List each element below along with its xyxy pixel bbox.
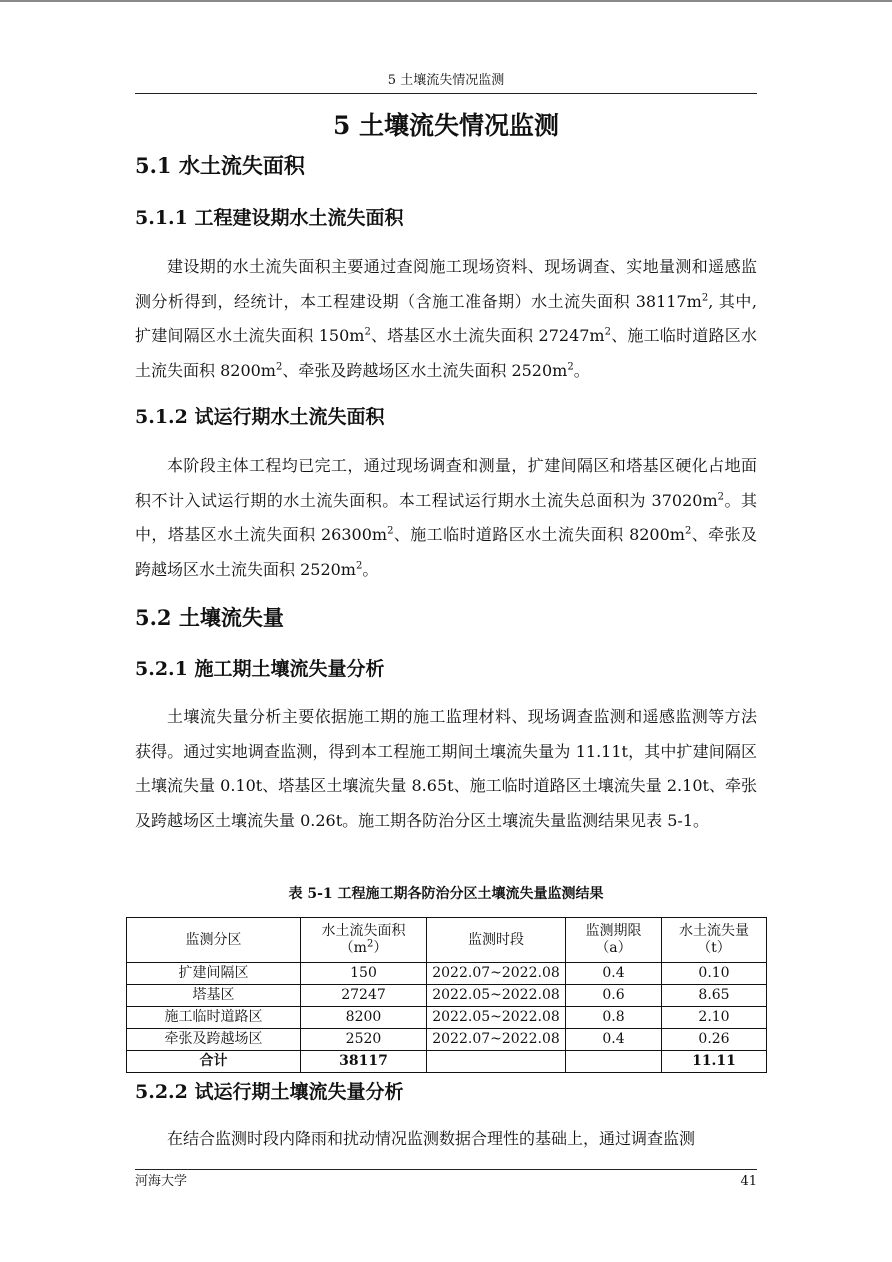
cell-period: 2022.05~2022.08	[427, 985, 566, 1007]
cell-years: 0.6	[566, 985, 662, 1007]
header-rule	[135, 93, 757, 94]
cell-area: 150	[301, 963, 427, 985]
top-border-line	[0, 0, 892, 2]
header-zone: 监测分区	[127, 918, 301, 963]
table-total-row	[127, 1051, 767, 1073]
cell-area: 38117	[301, 1051, 427, 1073]
table-row	[127, 985, 767, 1007]
cell-loss: 2.10	[662, 1007, 767, 1029]
header-area: 水土流失面积 $(m^2)$	[301, 918, 427, 963]
cell-loss: 11.11	[662, 1051, 767, 1073]
cell-zone: 扩建间隔区	[127, 963, 301, 985]
header-period: 监测时段	[427, 918, 566, 963]
section-heading-5-2-2: 5.2.2 试运行期土壤流失量分析	[135, 1081, 404, 1103]
section-heading-5-2-1: 5.2.1 施工期土壤流失量分析	[135, 658, 385, 680]
cell-loss: 8.65	[662, 985, 767, 1007]
section-heading-5-1-2: 5.1.2 试运行期水土流失面积	[135, 406, 385, 428]
running-header: 5 土壤流失情况监测	[387, 73, 505, 88]
chapter-title: 5 土壤流失情况监测	[332, 111, 560, 140]
cell-years	[566, 1051, 662, 1073]
footer-institution: 河海大学	[135, 1174, 188, 1189]
cell-years: 0.4	[566, 963, 662, 985]
cell-period: 2022.07~2022.08	[427, 1029, 566, 1051]
section-heading-5-1-1: 5.1.1 工程建设期水土流失面积	[135, 207, 404, 229]
cell-area: 27247	[301, 985, 427, 1007]
header-loss: 水土流失量 （t）	[662, 918, 767, 963]
cell-loss: 0.26	[662, 1029, 767, 1051]
cell-area: 8200	[301, 1007, 427, 1029]
cell-loss: 0.10	[662, 963, 767, 985]
cell-period: 2022.07~2022.08	[427, 963, 566, 985]
cell-area: 2520	[301, 1029, 427, 1051]
table-header-row	[127, 918, 767, 963]
paragraph-5-1-1: 建设期的水土流失面积主要通过查阅施工现场资料、现场调查、实地量测和遥感监测分析得到，经统计，本工程建设期（含施工准备期）水土流失面积 $38117m^2$, 其中, 扩建间隔区水土流失面积 $150m^2$、塔基区水土流失面积 $27247m^2$、施工临时道路区水土流失面积 $8200m^2$、牵张及跨越场区水土流失面积 $2520m^2$。	[135, 257, 757, 380]
footer-rule	[135, 1169, 757, 1170]
section-heading-5-2: 5.2 土壤流失量	[135, 605, 284, 630]
table-row	[127, 963, 767, 985]
cell-years: 0.8	[566, 1007, 662, 1029]
page-number: 41	[740, 1174, 757, 1189]
section-heading-5-1: 5.1 水土流失面积	[135, 153, 305, 178]
header-years: 监测期限 （a）	[566, 918, 662, 963]
paragraph-5-2-1: 土壤流失量分析主要依据施工期的施工监理材料、现场调查监测和遥感监测等方法获得。通过实地调查监测，得到本工程施工期间土壤流失量为 11.11t，其中扩建间隔区土壤流失量 0.10t、塔基区土壤流失量 8.65t、施工临时道路区土壤流失量 2.10t、牵张及跨越场区土壤流失量 0.26t。施工期各防治分区土壤流失量监测结果见表 5-1。	[135, 707, 757, 830]
paragraph-5-2-2: 在结合监测时段内降雨和扰动情况监测数据合理性的基础上，通过调查监测	[167, 1129, 696, 1148]
cell-period	[427, 1051, 566, 1073]
table-row	[127, 1007, 767, 1029]
paragraph-5-1-2: 本阶段主体工程均已完工，通过现场调查和测量，扩建间隔区和塔基区硬化占地面积不计入试运行期的水土流失面积。本工程试运行期水土流失总面积为 $37020m^2$。其中，塔基区水土流失面积 $26300m^2$、施工临时道路区水土流失面积 $8200m^2$、牵张及跨越场区水土流失面积 $2520m^2$。	[135, 456, 757, 579]
monitoring-results-table	[126, 917, 767, 1073]
cell-period: 2022.05~2022.08	[427, 1007, 566, 1029]
cell-years: 0.4	[566, 1029, 662, 1051]
cell-zone: 牵张及跨越场区	[127, 1029, 301, 1051]
table-caption: 表 5-1 工程施工期各防治分区土壤流失量监测结果	[288, 886, 604, 902]
table-row	[127, 1029, 767, 1051]
cell-zone: 合计	[127, 1051, 301, 1073]
cell-zone: 塔基区	[127, 985, 301, 1007]
cell-zone: 施工临时道路区	[127, 1007, 301, 1029]
